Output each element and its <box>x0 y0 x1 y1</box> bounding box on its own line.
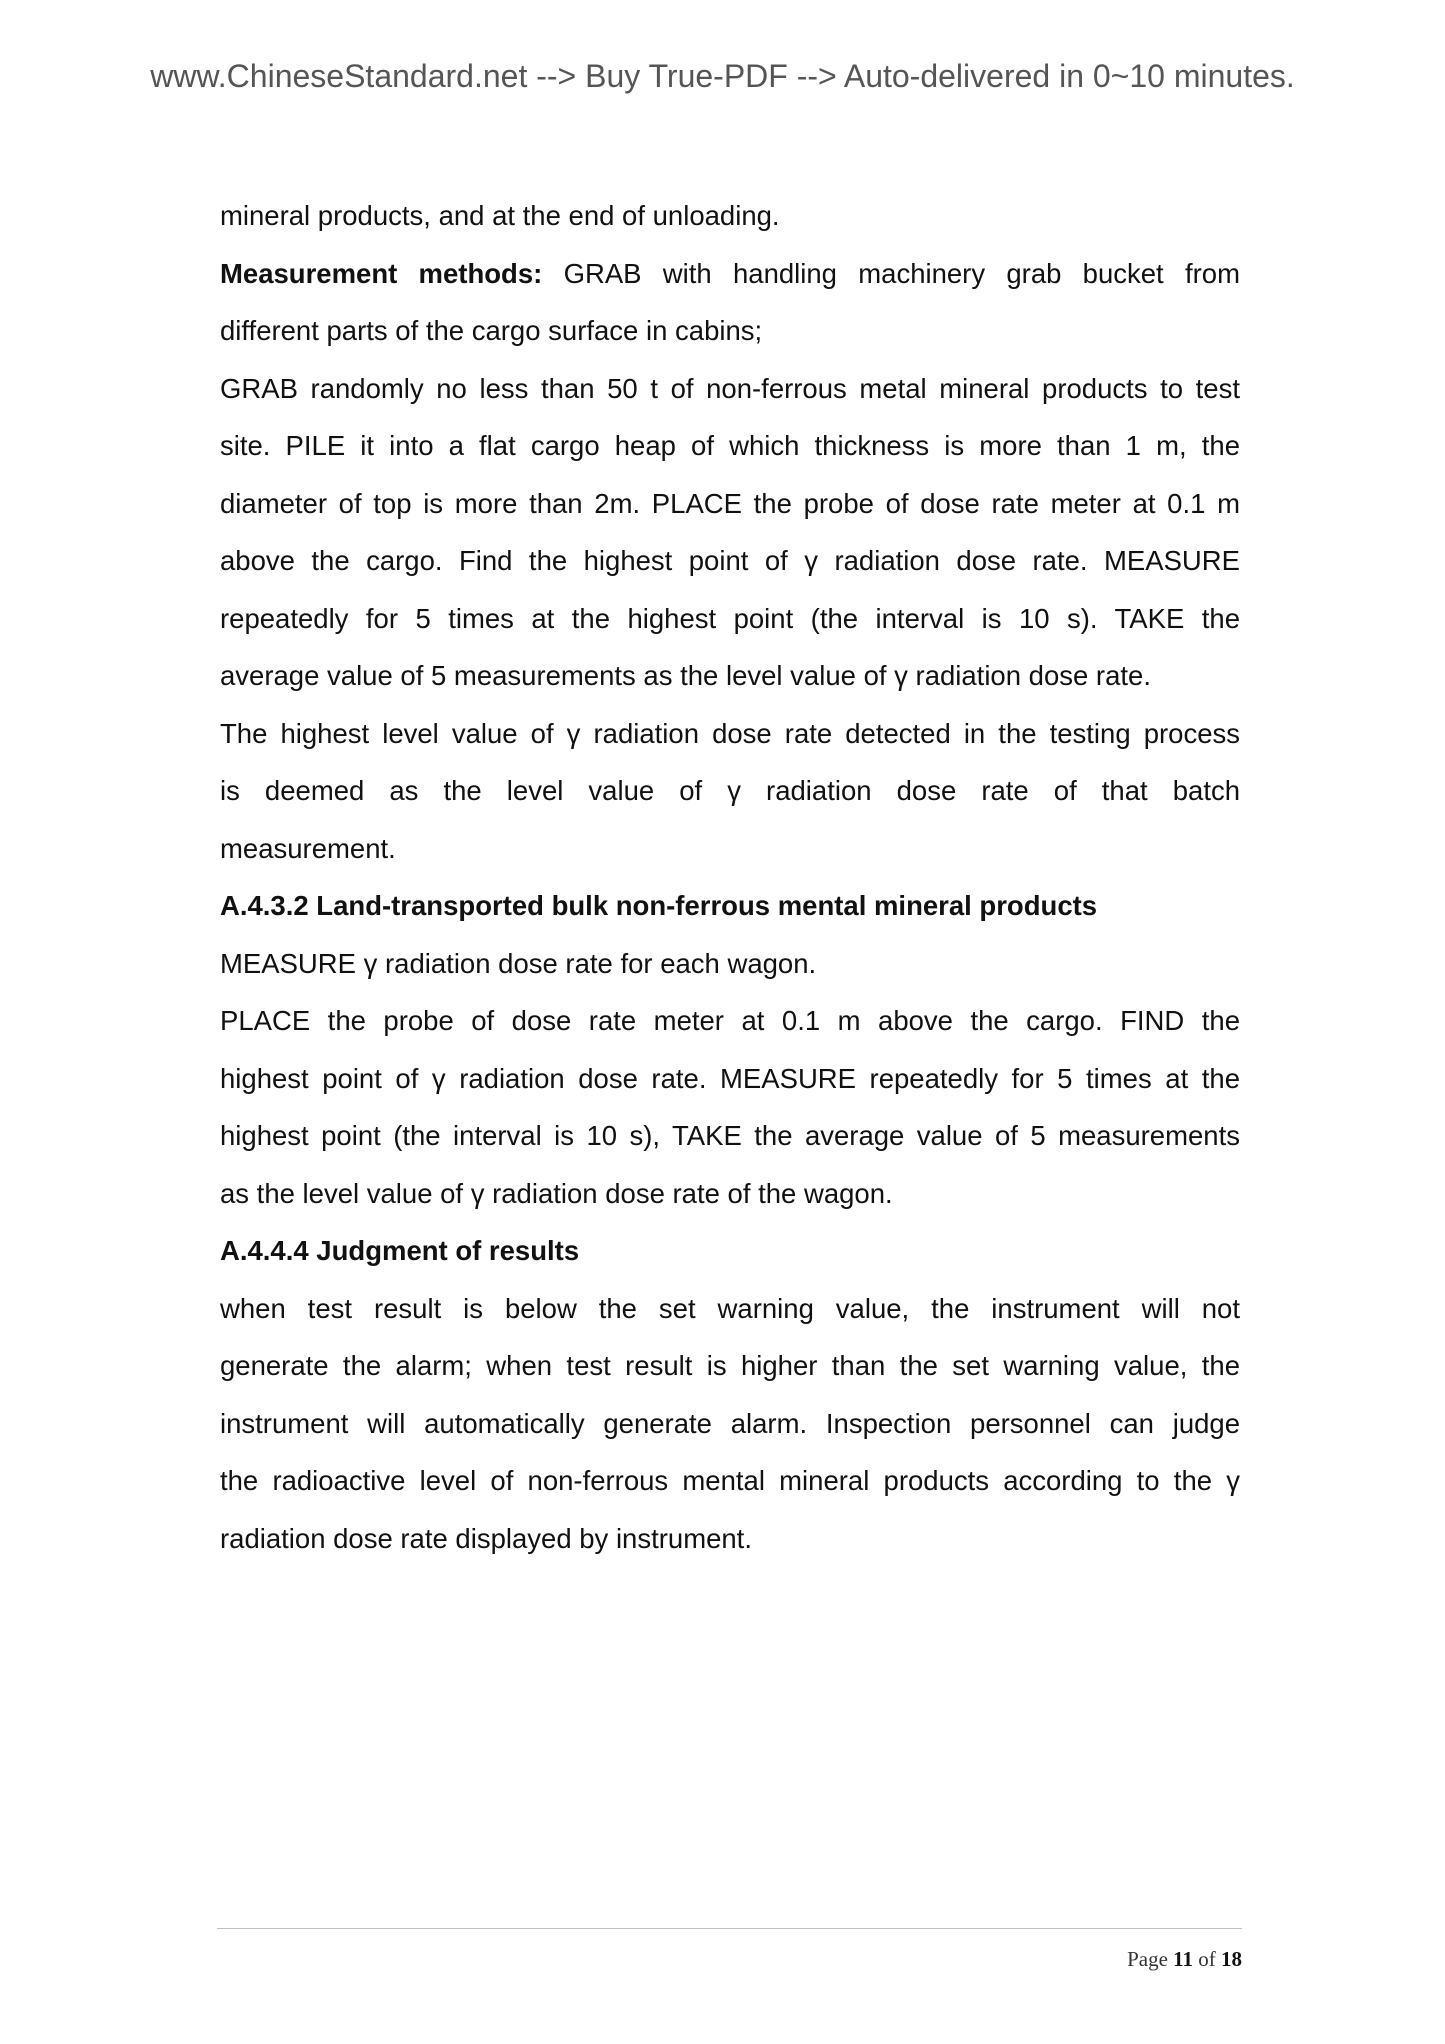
paragraph-line: above the cargo. Find the highest point of γ radiation dose rate. MEASURE <box>220 545 1240 576</box>
page-word: Page <box>1127 1947 1174 1971</box>
paragraph-line: radiation dose rate displayed by instrument. <box>220 1522 752 1554</box>
paragraph-line: the radioactive level of non-ferrous mental mineral products according to the γ <box>220 1465 1240 1496</box>
paragraph-line: measurement. <box>220 832 396 864</box>
paragraph-line <box>220 245 1240 303</box>
section-heading: A.4.4.4 Judgment of results <box>220 1235 580 1266</box>
paragraph-line: is deemed as the level value of γ radiation dose rate of that batch <box>220 775 1240 806</box>
measurement-methods-label: Measurement methods: <box>220 257 543 289</box>
footer-divider <box>217 1928 1242 1929</box>
source-banner: www.ChineseStandard.net --> Buy True-PDF --> Auto-delivered in 0~10 minutes. <box>150 58 1295 94</box>
page-current: 11 <box>1173 1947 1193 1971</box>
paragraph-line: instrument will automatically generate alarm. Inspection personnel can judge <box>220 1407 1240 1439</box>
paragraph-line: repeatedly for 5 times at the highest point (the interval is 10 s). TAKE the <box>220 602 1240 634</box>
paragraph-line: when test result is below the set warning value, the instrument will not <box>220 1292 1240 1324</box>
paragraph-line: The highest level value of γ radiation dose rate detected in the testing process <box>220 717 1240 749</box>
of-word: of <box>1193 1947 1221 1971</box>
page-total: 18 <box>1221 1947 1242 1971</box>
paragraph-line: GRAB randomly no less than 50 t of non-ferrous metal mineral products to test <box>220 372 1240 404</box>
section-heading: A.4.3.2 Land-transported bulk non-ferrous mental mineral products <box>220 890 1098 921</box>
paragraph-line: highest point of γ radiation dose rate. MEASURE repeatedly for 5 times at the <box>220 1062 1240 1094</box>
paragraph-line: generate the alarm; when test result is higher than the set warning value, the <box>220 1350 1240 1381</box>
paragraph-line: as the level value of γ radiation dose rate of the wagon. <box>220 1177 893 1209</box>
paragraph-line: highest point (the interval is 10 s), TAKE the average value of 5 measurements <box>220 1120 1240 1151</box>
paragraph-line: mineral products, and at the end of unloading. <box>220 200 780 231</box>
document-body <box>220 187 1240 1567</box>
paragraph-line: average value of 5 measurements as the level value of γ radiation dose rate. <box>220 660 1151 691</box>
paragraph-line: diameter of top is more than 2m. PLACE the probe of dose rate meter at 0.1 m <box>220 487 1240 519</box>
paragraph-line: different parts of the cargo surface in cabins; <box>220 315 763 346</box>
measurement-methods-text: GRAB with handling machinery grab bucket from <box>542 257 1240 289</box>
paragraph-line: MEASURE γ radiation dose rate for each wagon. <box>220 947 817 979</box>
page-number <box>1127 1947 1242 1972</box>
paragraph-line: PLACE the probe of dose rate meter at 0.1 m above the cargo. FIND the <box>220 1005 1240 1036</box>
paragraph-line: site. PILE it into a flat cargo heap of which thickness is more than 1 m, the <box>220 430 1240 461</box>
